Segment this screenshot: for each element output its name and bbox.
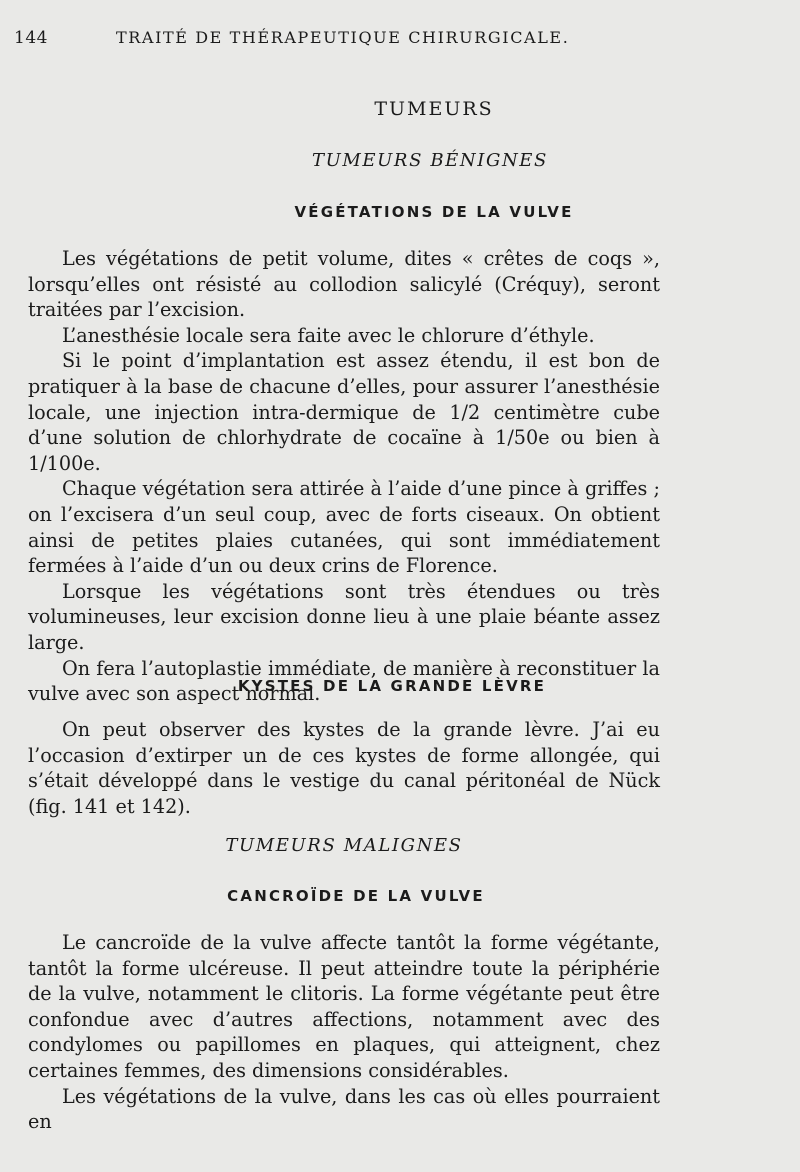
subheading-benign: TUMEURS BÉNIGNES	[312, 150, 548, 171]
running-title: TRAITÉ DE THÉRAPEUTIQUE CHIRURGICALE.	[116, 28, 570, 47]
page-number: 144	[14, 28, 48, 48]
section-kystes-text	[28, 717, 660, 819]
section-heading-vegetations: VÉGÉTATIONS DE LA VULVE	[294, 203, 574, 221]
paragraph: Les végétations de la vulve, dans les cas où elles pourraient en	[28, 1084, 660, 1134]
paragraph: Chaque végétation sera attirée à l’aide d’une pince à griffes ; on l’excisera d’un seul coup, avec de forts ciseaux. On obtient ainsi de petites plaies cutanées, qui sont immédiatement fermées à l’aide d’un ou deux crins de Florence.	[28, 477, 660, 578]
section-heading-cancroide: CANCROÏDE DE LA VULVE	[227, 887, 485, 905]
paragraph: Le cancroïde de la vulve affecte tantôt la forme végétante, tantôt la forme ulcéreuse. Il peut atteindre toute la périphérie de la vulve, notamment le clitoris. La forme végétante peut être confondue avec d’autres affections, notamment avec des condylomes ou papillomes en plaques, qui atteignent, chez certaines femmes, des dimensions considérables.	[28, 931, 660, 1082]
running-head	[14, 28, 774, 52]
section-vegetations-text	[28, 246, 660, 707]
paragraph: Lorsque les végétations sont très étendues ou très volumineuses, leur excision donne lieu à une plaie béante assez large.	[28, 579, 660, 654]
chapter-heading: TUMEURS	[374, 98, 494, 120]
section-cancroide-text	[28, 930, 660, 1135]
paragraph: On fera l’autoplastie immédiate, de manière à reconstituer la vulve avec son aspect normal.	[28, 656, 660, 706]
section-heading-kystes: KYSTES DE LA GRANDE LÈVRE	[237, 677, 547, 695]
paragraph: On peut observer des kystes de la grande lèvre. J’ai eu l’occasion d’extirper un de ces kystes de forme allongée, qui s’était développé dans le vestige du canal péritonéal de Nück (fig. 141 et 142).	[28, 718, 660, 818]
paragraph: L’anesthésie locale sera faite avec le chlorure d’éthyle.	[62, 323, 595, 347]
paragraph: Si le point d’implantation est assez étendu, il est bon de pratiquer à la base de chacune d’elles, pour assurer l’anesthésie locale, une injection intra-dermique de 1/2 centimètre cube d’une solution de chlorhydrate de cocaïne à 1/50e ou bien à 1/100e.	[28, 349, 660, 475]
paragraph: Les végétations de petit volume, dites « crêtes de coqs », lorsqu’elles ont résisté au collodion salicylé (Créquy), seront traitées par l’excision.	[28, 247, 660, 322]
subheading-malignant: TUMEURS MALIGNES	[225, 835, 463, 856]
